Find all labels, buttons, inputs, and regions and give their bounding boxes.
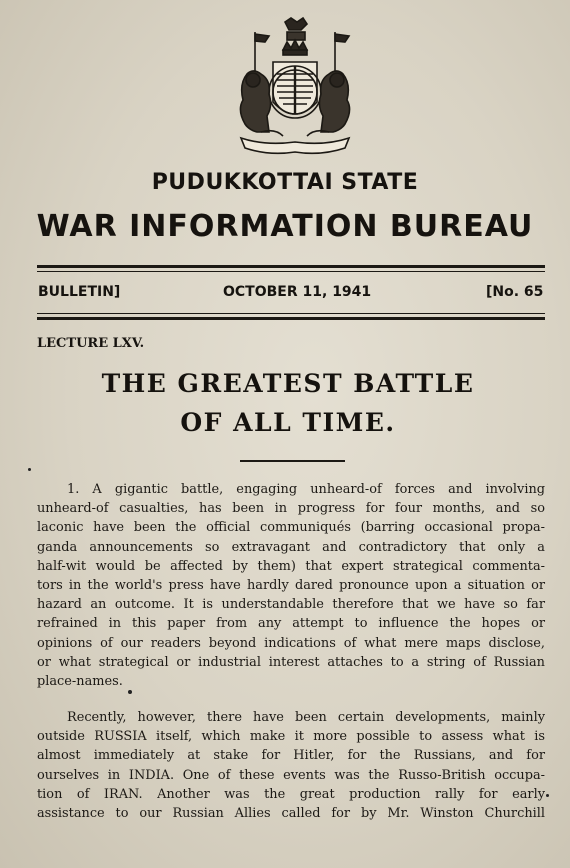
bulletin-date: OCTOBER 11, 1941 <box>223 284 372 300</box>
paragraph-line: almost immediately at stake for Hitler, for the Russians, and for <box>37 748 545 764</box>
paragraph-1 <box>37 480 545 691</box>
paragraph-line: opinions of our readers beyond indications of what mere maps disclose, <box>37 635 545 651</box>
paragraph-line: outside RUSSIA itself, which make it more possible to assess what is <box>37 729 545 745</box>
top-rule-thick <box>37 265 545 268</box>
bottom-rule-thin <box>37 313 545 314</box>
paragraph-line: Recently, however, there have been certain developments, mainly <box>67 710 545 725</box>
ink-speck <box>128 690 132 694</box>
paragraph-line: hazard an outcome. It is understandable therefore that we have so far <box>37 597 545 613</box>
state-name: PUDUKKOTTAI STATE <box>151 170 419 195</box>
paragraph-line: ganda announcements so extravagant and contradictory that only a <box>37 539 545 555</box>
paragraph-line: ourselves in INDIA. One of these events was the Russo-British occupa- <box>37 767 545 783</box>
headline-line-2: OF ALL TIME. <box>180 408 396 437</box>
paragraph-line: tors in the world's press have hardly dared pronounce upon a situation or <box>37 578 545 594</box>
paragraph-line: tion of IRAN. Another was the great production rally for early <box>37 786 545 802</box>
paragraph-line: or what strategical or industrial interest attaches to a string of Russian <box>37 654 545 670</box>
headline-line-1: THE GREATEST BATTLE <box>101 369 475 398</box>
paragraph-2 <box>37 708 545 823</box>
paragraph-line: 1. A gigantic battle, engaging unheard-of forces and involving <box>67 482 545 497</box>
bottom-rule-thick <box>37 317 545 320</box>
paragraph-line: place-names. <box>37 674 123 690</box>
paragraph-line: assistance to our Russian Allies called for by Mr. Winston Churchill <box>37 806 545 822</box>
top-rule-thin <box>37 271 545 272</box>
bulletin-number: [No. 65 <box>486 284 544 300</box>
lecture-number: LECTURE LXV. <box>37 336 145 351</box>
paragraph-line: refrained in this paper from any attempt to influence the hopes or <box>37 616 545 632</box>
paragraph-line: laconic have been the official communiqués (barring occasional propa- <box>37 520 545 536</box>
coat-of-arms-icon <box>225 14 365 162</box>
ink-speck <box>546 794 549 797</box>
ink-speck <box>28 468 31 471</box>
paragraph-line: unheard-of casualties, has been in progress for four months, and so <box>37 501 545 517</box>
bureau-title: WAR INFORMATION BUREAU <box>36 209 534 244</box>
paragraph-line: half-wit would be affected by them) that expert strategical commenta- <box>37 558 545 574</box>
bulletin-label: BULLETIN] <box>38 284 121 300</box>
headline-divider <box>240 460 345 462</box>
